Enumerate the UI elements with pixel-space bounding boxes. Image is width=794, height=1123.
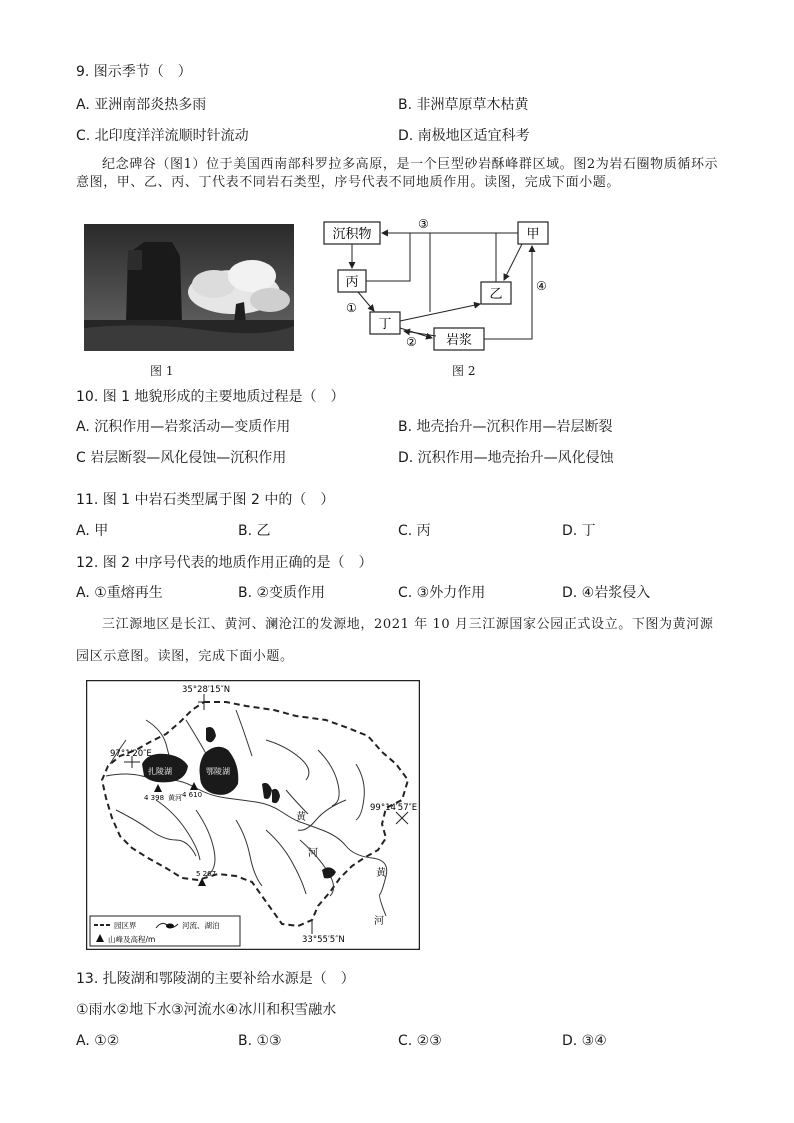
intro-paragraph-1: 纪念碑谷（图1）位于美国西南部科罗拉多高原，是一个巨型砂岩酥峰群区域。图2为岩石圈物质循环示意图，甲、乙、丙、丁代表不同岩石类型，序号代表不同地质作用。读图，完成下面小题。	[76, 157, 719, 190]
river-char-he-2: 河	[374, 916, 384, 927]
process-number-1: ①	[346, 301, 357, 315]
q12-option-c: C. ③外力作用	[398, 585, 486, 601]
intro-paragraph-2-line-1: 三江源地区是长江、黄河、澜沧江的发源地，2021 年 10 月三江源国家公园正式设立。下图为黄河源	[102, 617, 714, 632]
box-yanjiang-label: 岩浆	[445, 333, 473, 348]
q10-option-d: D. 沉积作用—地壳抬升—风化侵蚀	[398, 450, 614, 466]
river-label-small: 黄河	[168, 794, 182, 802]
lon-right-label: 99°14′57″E	[370, 803, 418, 813]
box-yi-label: 乙	[489, 287, 503, 302]
figure-1-caption: 图 1	[150, 364, 174, 378]
q11-option-a: A. 甲	[76, 523, 109, 539]
q13-items: ①雨水②地下水③河流水④冰川和积雪融水	[76, 1002, 337, 1018]
box-jia	[518, 222, 548, 244]
q10-option-c: C 岩层断裂—风化侵蚀—沉积作用	[76, 450, 287, 466]
yellow-river-source-park-map	[86, 680, 420, 950]
river-char-huang-1: 黄	[296, 812, 306, 823]
peak-3-elevation: 5 267	[196, 870, 217, 878]
q11-option-c: C. 丙	[398, 523, 431, 539]
q12-option-b: B. ②变质作用	[238, 585, 326, 601]
box-bing-label: 丙	[345, 275, 359, 290]
lat-bottom-label: 33°55′5″N	[302, 935, 345, 945]
q12-option-a: A. ①重熔再生	[76, 585, 163, 601]
figure-2-caption: 图 2	[452, 364, 476, 378]
box-ding-label: 丁	[378, 317, 392, 332]
map-legend	[90, 916, 240, 946]
map-frame	[87, 681, 420, 950]
box-jia-label: 甲	[526, 227, 540, 242]
intro-paragraph-2-line-2: 园区示意图。读图，完成下面小题。	[76, 649, 294, 664]
arrow-ding-to-yi	[400, 304, 480, 321]
q10-option-b: B. 地壳抬升—沉积作用—岩层断裂	[398, 419, 613, 435]
legend-boundary-label: 园区界	[114, 921, 137, 930]
process-number-3: ③	[418, 217, 429, 231]
q13-option-c: C. ②③	[398, 1033, 442, 1049]
question-10-stem: 10. 图 1 地貌形成的主要地质过程是（ ）	[76, 389, 345, 405]
peak-1-elevation: 4 610	[182, 791, 203, 799]
q12-option-d: D. ④岩浆侵入	[562, 585, 651, 601]
q13-option-b: B. ①③	[238, 1033, 282, 1049]
question-11-stem: 11. 图 1 中岩石类型属于图 2 中的（ ）	[76, 492, 335, 508]
question-12-stem: 12. 图 2 中序号代表的地质作用正确的是（ ）	[76, 555, 373, 571]
q11-option-d: D. 丁	[562, 523, 596, 539]
process-number-2: ②	[406, 335, 417, 349]
lake-eling-label: 鄂陵湖	[206, 767, 230, 776]
question-9-stem: 9. 图示季节（ ）	[76, 64, 192, 80]
box-bing	[338, 270, 366, 292]
box-yi	[481, 282, 511, 304]
arrow-bing-to-ding	[358, 292, 374, 311]
q10-option-a: A. 沉积作用—岩浆活动—变质作用	[76, 419, 291, 435]
peak-2-elevation: 4 398	[144, 794, 165, 802]
q9-option-a: A. 亚洲南部炎热多雨	[76, 97, 207, 113]
arrow-jia-to-yi	[504, 244, 522, 280]
figure-1-photo	[84, 224, 294, 351]
q9-option-c: C. 北印度洋洋流顺时针流动	[76, 128, 249, 144]
legend-rivers-label: 河流、湖泊	[182, 921, 220, 930]
river-char-huang-2: 黄	[376, 868, 386, 879]
legend-peaks-label: 山峰及高程/m	[108, 935, 156, 944]
q11-option-b: B. 乙	[238, 523, 271, 539]
lat-top-label: 35°28′15″N	[182, 685, 231, 695]
lon-left-label: 97°1′20″E	[110, 749, 152, 759]
q13-option-a: A. ①②	[76, 1033, 120, 1049]
process-number-4: ④	[536, 279, 547, 293]
box-ding	[370, 312, 400, 334]
box-chenjiwu-label: 沉积物	[332, 227, 372, 242]
q13-option-d: D. ③④	[562, 1033, 607, 1049]
box-yanjiang	[434, 328, 484, 350]
q9-option-d: D. 南极地区适宜科考	[398, 128, 530, 144]
lake-zhaling-label: 扎陵湖	[148, 767, 172, 776]
river-char-he-1: 河	[308, 848, 318, 859]
question-13-stem: 13. 扎陵湖和鄂陵湖的主要补给水源是（ ）	[76, 971, 355, 987]
q9-option-b: B. 非洲草原草木枯黄	[398, 97, 529, 113]
box-chenjiwu	[324, 222, 380, 244]
figure-2-rock-cycle-diagram	[318, 214, 568, 354]
